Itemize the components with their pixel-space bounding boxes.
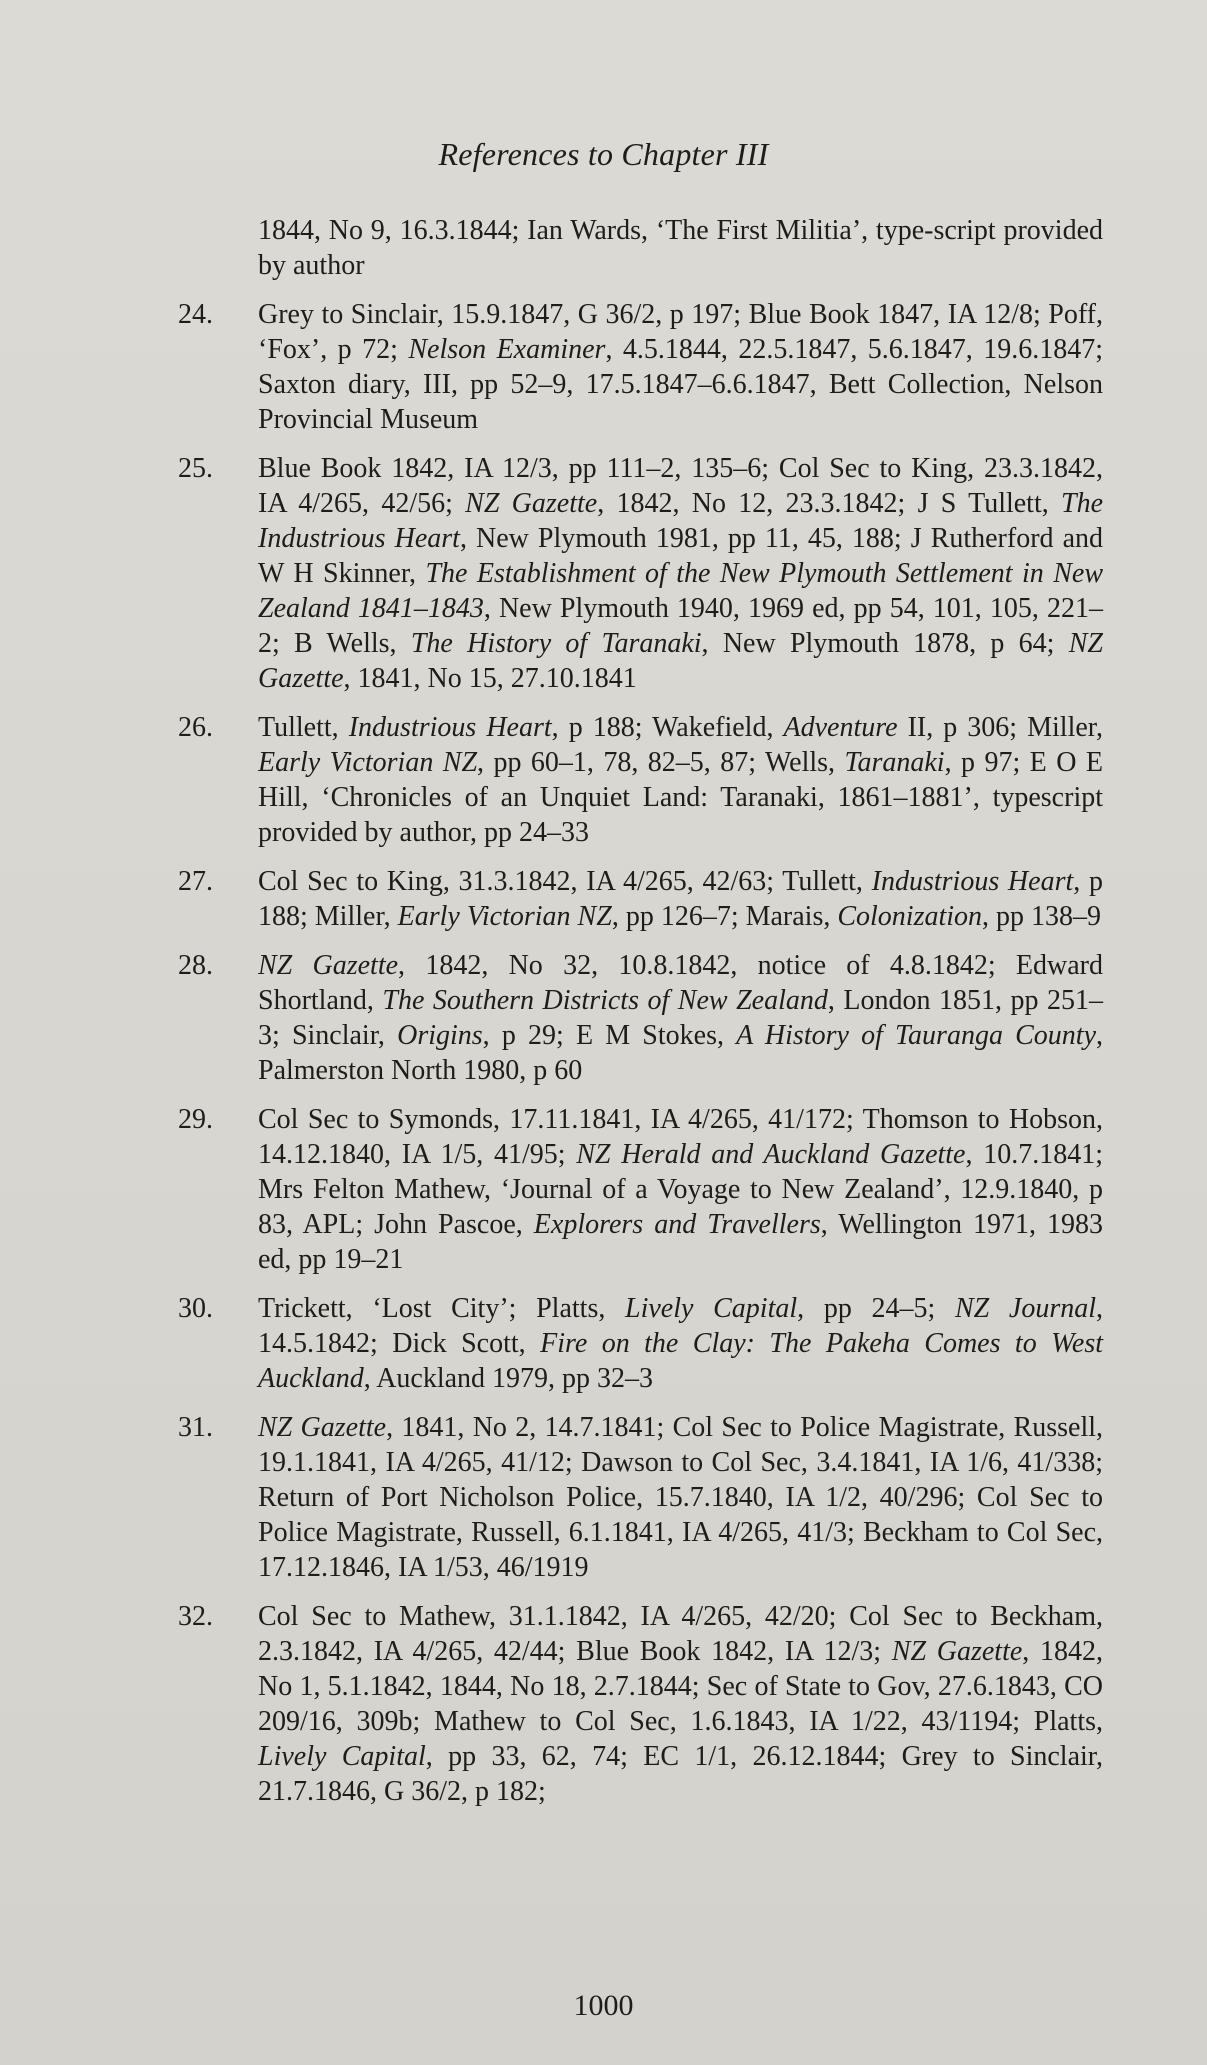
note-text-segment: 1844, No 9, 16.3.1844; Ian Wards, ‘The First Militia’, type-script provided by author (258, 215, 1103, 281)
reference-notes-list (178, 213, 1103, 1823)
note-text (258, 950, 1103, 1086)
reference-note (178, 1291, 1103, 1396)
note-text-segment: , pp 33, 62, 74; EC 1/1, 26.12.1844; Grey to Sinclair, 21.7.1846, G 36/2, p 182; (258, 1741, 1103, 1807)
note-text-segment: , pp 24–5; (797, 1293, 955, 1324)
italic-title: The Establishment of the New Plymouth Settlement in New Zealand 1841–1843 (258, 558, 1104, 624)
note-text-segment: , pp 138–9 (982, 901, 1102, 932)
note-text (258, 299, 1103, 435)
note-text-segment: , New Plymouth 1981, pp 11, 45, 188; J Rutherford and W H Skinner, (258, 523, 1103, 589)
note-text-segment: Blue Book 1842, IA 12/3, pp 111–2, 135–6; Col Sec to King, 23.3.1842, IA 4/265, 42/56; (258, 453, 1103, 519)
note-text (258, 1293, 1103, 1394)
italic-title: Early Victorian NZ (258, 747, 478, 778)
note-text-segment: , 14.5.1842; Dick Scott, (258, 1293, 1103, 1359)
note-text-segment: , New Plymouth 1940, 1969 ed, pp 54, 101, 105, 221–2; B Wells, (258, 593, 1103, 659)
reference-note (178, 451, 1103, 696)
note-text-segment: Col Sec to King, 31.3.1842, IA 4/265, 42/63; Tullett, (258, 866, 872, 897)
reference-note (178, 864, 1103, 934)
note-text-segment: , Wellington 1971, 1983 ed, pp 19–21 (258, 1209, 1104, 1275)
note-text-segment: , 1841, No 2, 14.7.1841; Col Sec to Police Magistrate, Russell, 19.1.1841, IA 4/265, 41/12; Dawson to Col Sec, 3.4.1841, IA 1/6, 41/338; Return of Port Nicholson Police, 15.7.1840, IA 1/2, 40/296; Col Sec to Police Magistrate, Russell, 6.1.1841, IA 4/265, 41/3; Beckham to Col Sec, 17.12.1846, IA 1/53, 46/1919 (258, 1412, 1104, 1583)
note-text-segment: Grey to Sinclair, 15.9.1847, G 36/2, p 197; Blue Book 1847, IA 12/8; Poff, ‘Fox’, p 72; (258, 299, 1103, 365)
note-number: 31. (178, 1412, 213, 1443)
italic-title: A History of Tauranga County (736, 1020, 1096, 1051)
note-text-segment: Trickett, ‘Lost City’; Platts, (258, 1293, 626, 1324)
note-text (258, 215, 1103, 281)
italic-title: Fire on the Clay: The Pakeha Comes to West Auckland (258, 1328, 1104, 1394)
note-text-segment: , pp 126–7; Marais, (611, 901, 838, 932)
note-text-segment: , 1841, No 15, 27.10.1841 (343, 663, 637, 694)
note-number: 24. (178, 299, 213, 330)
note-text (258, 866, 1103, 932)
italic-title: Industrious Heart (348, 712, 552, 743)
note-number: 29. (178, 1104, 213, 1135)
italic-title: Adventure (783, 712, 898, 743)
italic-title: NZ Herald and Auckland Gazette (576, 1139, 966, 1170)
note-number: 28. (178, 950, 213, 981)
note-text (258, 1601, 1103, 1807)
note-number: 27. (178, 866, 213, 897)
note-text-segment: , p 188; Wakefield, (551, 712, 784, 743)
italic-title: NZ Gazette (258, 950, 399, 981)
note-number: 30. (178, 1293, 213, 1324)
reference-note-continuation (178, 213, 1103, 283)
running-header: References to Chapter III (438, 136, 769, 172)
reference-note (178, 710, 1103, 850)
reference-note (178, 948, 1103, 1088)
note-text-segment: , pp 60–1, 78, 82–5, 87; Wells, (477, 747, 845, 778)
note-text-segment: Col Sec to Mathew, 31.1.1842, IA 4/265, 42/20; Col Sec to Beckham, 2.3.1842, IA 4/265, 42/44; Blue Book 1842, IA 12/3; (258, 1601, 1103, 1667)
italic-title: NZ Gazette (465, 488, 598, 519)
note-text-segment: , 1842, No 12, 23.3.1842; J S Tullett, (597, 488, 1062, 519)
note-text (258, 1104, 1103, 1275)
italic-title: Lively Capital (625, 1293, 798, 1324)
italic-title: Colonization (837, 901, 983, 932)
italic-title: NZ Gazette (258, 1412, 387, 1443)
italic-title: The History of Taranaki (410, 628, 702, 659)
note-text-segment: , 10.7.1841; Mrs Felton Mathew, ‘Journal of a Voyage to New Zealand’, 12.9.1840, p 83, APL; John Pascoe, (258, 1139, 1104, 1240)
italic-title: Lively Capital (258, 1741, 426, 1772)
note-text-segment: , London 1851, pp 251–3; Sinclair, (258, 985, 1104, 1051)
italic-title: Industrious Heart (871, 866, 1074, 897)
italic-title: Taranaki (844, 747, 945, 778)
note-text-segment: , p 29; E M Stokes, (482, 1020, 737, 1051)
italic-title: Early Victorian NZ (397, 901, 612, 932)
italic-title: The Southern Districts of New Zealand (382, 985, 828, 1016)
italic-title: NZ Gazette (258, 628, 1103, 694)
note-text-segment: , p 97; E O E Hill, ‘Chronicles of an Unquiet Land: Taranaki, 1861–1881’, typescript provided by author, pp 24–33 (258, 747, 1103, 848)
note-text-segment: , New Plymouth 1878, p 64; (701, 628, 1069, 659)
note-text-segment: II, p 306; Miller, (897, 712, 1103, 743)
italic-title: The Industrious Heart (258, 488, 1104, 554)
note-number: 32. (178, 1601, 213, 1632)
reference-note (178, 1410, 1103, 1585)
note-text-segment: , 1842, No 32, 10.8.1842, notice of 4.8.1842; Edward Shortland, (258, 950, 1103, 1016)
note-text-segment: Tullett, (258, 712, 349, 743)
italic-title: Nelson Examiner (408, 334, 606, 365)
note-text (258, 712, 1103, 848)
page-number: 1000 (573, 1989, 634, 2022)
note-number: 26. (178, 712, 213, 743)
note-text-segment: , Palmerston North 1980, p 60 (258, 1020, 1103, 1086)
note-text (258, 1412, 1103, 1583)
italic-title: Explorers and Travellers (533, 1209, 821, 1240)
note-text-segment: , 1842, No 1, 5.1.1842, 1844, No 18, 2.7.1844; Sec of State to Gov, 27.6.1843, CO 209/16, 309b; Mathew to Col Sec, 1.6.1843, IA 1/22, 43/1194; Platts, (258, 1636, 1103, 1737)
reference-note (178, 297, 1103, 437)
note-text (258, 453, 1103, 694)
italic-title: NZ Gazette (891, 1636, 1023, 1667)
italic-title: Origins (397, 1020, 483, 1051)
note-text-segment: Col Sec to Symonds, 17.11.1841, IA 4/265, 41/172; Thomson to Hobson, 14.12.1840, IA 1/5, 41/95; (258, 1104, 1103, 1170)
note-number: 25. (178, 453, 213, 484)
note-text-segment: , Auckland 1979, pp 32–3 (363, 1363, 654, 1394)
reference-note (178, 1102, 1103, 1277)
note-text-segment: , 4.5.1844, 22.5.1847, 5.6.1847, 19.6.1847; Saxton diary, III, pp 52–9, 17.5.1847–6.6.1847, Bett Collection, Nelson Provincial Museum (258, 334, 1104, 435)
note-text-segment: , p 188; Miller, (258, 866, 1103, 932)
italic-title: NZ Journal (954, 1293, 1096, 1324)
reference-note (178, 1599, 1103, 1809)
